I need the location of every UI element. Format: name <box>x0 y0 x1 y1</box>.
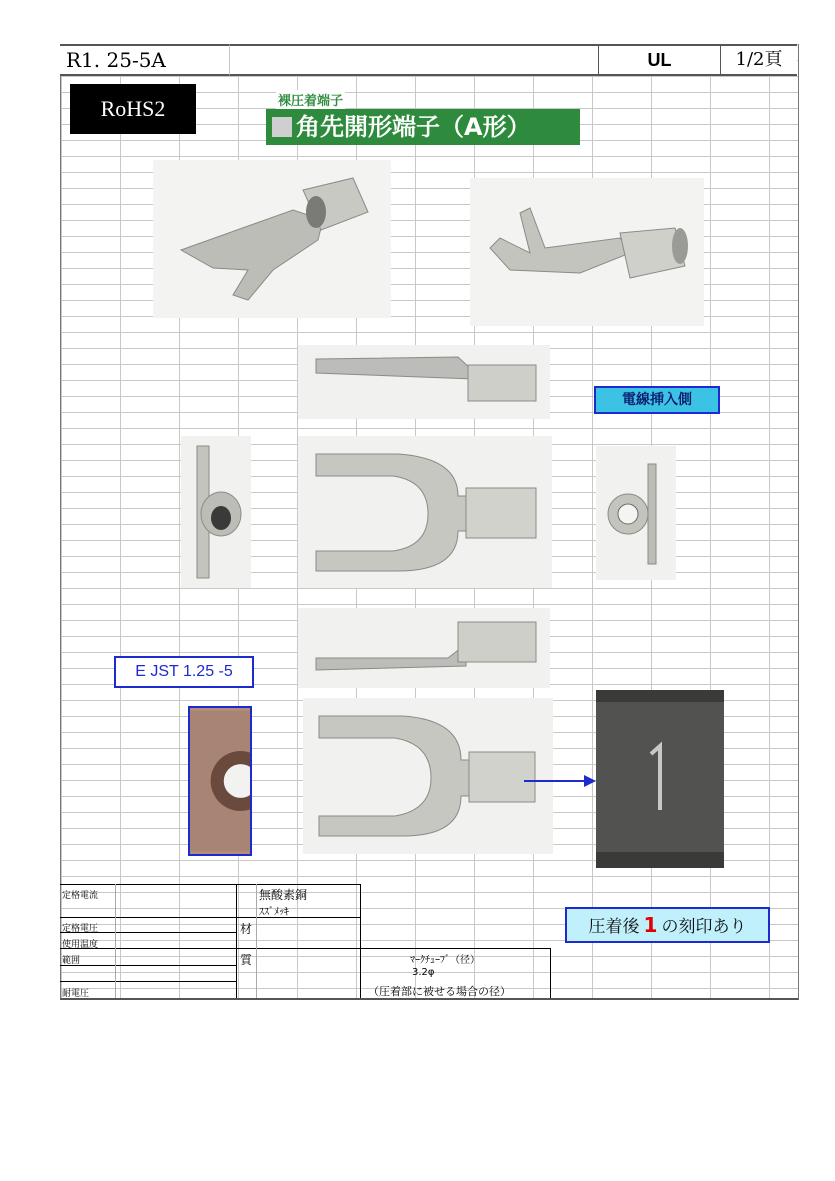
product-subtitle: 裸圧着端子 <box>276 90 345 109</box>
rohs-badge: RoHS2 <box>70 84 196 134</box>
temp-range-label-2: 範囲 <box>62 956 81 966</box>
ul-label: UL <box>598 44 720 76</box>
material-label-2: 質 <box>240 953 253 967</box>
stamp-closeup-photo <box>190 708 250 854</box>
photo-side-top <box>298 345 550 419</box>
withstand-voltage-label: 耐電圧 <box>62 989 90 999</box>
mark-note-prefix: 圧着後 <box>588 917 640 937</box>
photo-end-view <box>181 436 251 588</box>
product-title-text: 角先開形端子（A形） <box>296 113 531 141</box>
photo-angle-right <box>470 178 704 326</box>
tube-value: 3.2φ <box>412 967 435 978</box>
tube-header: ﾏｰｸﾁｭｰﾌﾞ（径） <box>410 955 480 966</box>
wire-insertion-side-label: 電線挿入側 <box>594 386 720 414</box>
rated-current-label: 定格電流 <box>62 891 99 901</box>
mark-note-number: 1 <box>643 913 658 937</box>
photo-top-view <box>298 436 552 588</box>
product-title <box>266 109 580 145</box>
photo-angle-left <box>153 160 391 318</box>
photo-mark-closeup <box>596 690 724 868</box>
page-number: 1/2頁 <box>720 44 797 76</box>
arrow-icon <box>524 774 596 788</box>
model-number: R1. 25-5A <box>60 44 230 76</box>
square-icon <box>272 117 292 137</box>
mark-note <box>565 907 770 943</box>
tube-note: （圧着部に被せる場合の径） <box>368 985 511 998</box>
rated-voltage-label: 定格電圧 <box>62 924 99 934</box>
stamp-text-label: E JST 1.25 -5 <box>114 656 254 688</box>
photo-side-bottom <box>298 608 550 688</box>
photo-top-view-stamped <box>303 698 553 854</box>
temp-range-label-1: 使用温度 <box>62 940 99 950</box>
stamp-closeup-frame <box>188 706 252 856</box>
material-label-1: 材 <box>240 922 253 936</box>
material-value: 無酸素銅 <box>259 888 308 902</box>
plating-value: ｽｽﾞﾒｯｷ <box>259 907 289 918</box>
photo-wire-side <box>596 446 676 580</box>
mark-note-suffix: の刻印あり <box>661 917 747 937</box>
